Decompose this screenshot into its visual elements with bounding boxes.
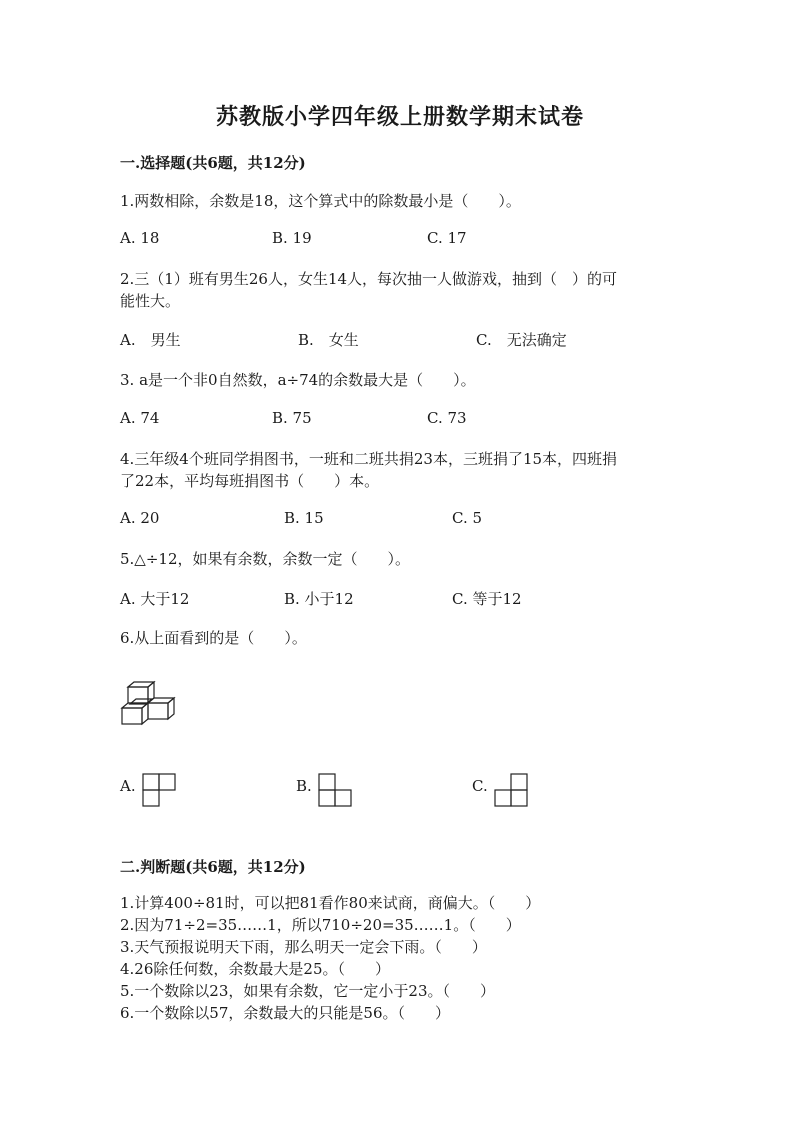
cubes-figure [118, 680, 182, 728]
question-6-option-c: C. [472, 777, 488, 795]
question-5-option-b: B. 小于12 [284, 590, 354, 608]
question-4-stem-line1: 4.三年级4个班同学捐图书，一班和二班共捐23本，三班捐了15本，四班捐 [120, 450, 618, 468]
section-heading-choice: 一.选择题(共6题，共12分) [120, 154, 306, 172]
question-1-option-b: B. 19 [272, 229, 312, 247]
judgment-item-4: 4.26除任何数，余数最大是25。（ ） [120, 960, 390, 978]
question-4-option-c: C. 5 [452, 509, 483, 527]
section-heading-judgment: 二.判断题(共6题，共12分) [120, 858, 306, 876]
option-c-figure [494, 773, 528, 807]
question-1-option-a: A. 18 [120, 229, 160, 247]
question-3-option-a: A. 74 [120, 409, 160, 427]
question-5-option-a: A. 大于12 [120, 590, 190, 608]
judgment-item-2: 2.因为71÷2=35……1，所以710÷20=35……1。（ ） [120, 916, 521, 934]
judgment-item-6: 6.一个数除以57，余数最大的只能是56。（ ） [120, 1004, 450, 1022]
question-1-option-c: C. 17 [427, 229, 467, 247]
question-5-option-c: C. 等于12 [452, 590, 522, 608]
question-2-option-b: B. 女生 [298, 331, 359, 349]
judgment-item-1: 1.计算400÷81时，可以把81看作80来试商，商偏大。（ ） [120, 894, 541, 912]
page-title: 苏教版小学四年级上册数学期末试卷 [215, 104, 584, 130]
question-3-option-b: B. 75 [272, 409, 312, 427]
question-2-option-a: A. 男生 [120, 331, 181, 349]
question-5-stem: 5.△÷12，如果有余数，余数一定（ ）。 [120, 550, 411, 568]
cube-bottom-right [148, 698, 174, 719]
question-2-stem-line2: 能性大。 [120, 292, 181, 310]
question-4-option-b: B. 15 [284, 509, 324, 527]
question-1-stem: 1.两数相除，余数是18，这个算式中的除数最小是（ ）。 [120, 192, 521, 210]
question-2-stem-line1: 2.三（1）班有男生26人，女生14人，每次抽一人做游戏，抽到（ ）的可 [120, 270, 618, 288]
question-3-stem: 3. a是一个非0自然数，a÷74的余数最大是（ ）。 [120, 371, 476, 389]
option-b-figure [318, 773, 352, 807]
question-6-stem: 6.从上面看到的是（ ）。 [120, 629, 307, 647]
judgment-item-3: 3.天气预报说明天下雨，那么明天一定会下雨。（ ） [120, 938, 487, 956]
question-4-stem-line2: 了22本，平均每班捐图书（ ）本。 [120, 472, 380, 490]
question-3-option-c: C. 73 [427, 409, 467, 427]
question-6-option-a: A. [120, 777, 136, 795]
question-2-option-c: C. 无法确定 [476, 331, 567, 349]
question-4-option-a: A. 20 [120, 509, 160, 527]
question-6-option-b: B. [296, 777, 312, 795]
judgment-item-5: 5.一个数除以23，如果有余数，它一定小于23。（ ） [120, 982, 495, 1000]
option-a-figure [142, 773, 176, 807]
